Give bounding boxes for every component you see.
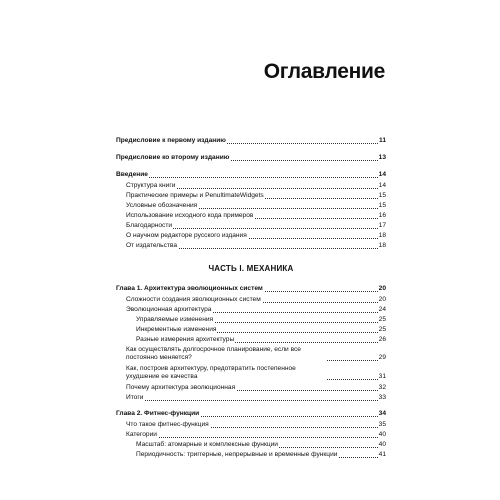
toc-entry-page: 35 xyxy=(378,421,386,428)
part-heading: ЧАСТЬ I. МЕХАНИКА xyxy=(208,264,294,273)
toc-entry[interactable] xyxy=(136,451,386,459)
toc-entry-page: 13 xyxy=(378,154,386,161)
toc-entry-label: Глава 2. Фитнес-функции xyxy=(116,410,200,417)
toc-entry[interactable] xyxy=(116,171,386,179)
toc-entry-page: 40 xyxy=(378,431,386,438)
toc-entry[interactable] xyxy=(126,202,386,210)
toc-entry[interactable] xyxy=(126,296,386,304)
toc-entry-page: 17 xyxy=(378,222,386,229)
toc-entry[interactable] xyxy=(136,326,386,334)
toc-entry[interactable] xyxy=(126,242,386,250)
toc-entry[interactable] xyxy=(116,154,386,162)
toc-entry-label: Как, построив архитектуру, предотвратить постепенное ухудшение ее качества xyxy=(126,365,327,381)
toc-entry-page: 32 xyxy=(378,384,386,391)
toc-entry-label: Масштаб: атомарные и комплексные функции xyxy=(136,441,278,448)
toc-entry-label: Благодарности xyxy=(126,222,173,229)
toc-entry-page: 40 xyxy=(378,441,386,448)
toc-entry-label: Условные обозначения xyxy=(126,202,198,209)
toc-entry-label: Категории xyxy=(126,431,157,438)
toc-entry[interactable] xyxy=(126,384,386,392)
toc-entry-page: 20 xyxy=(378,296,386,303)
toc-entry[interactable] xyxy=(126,192,386,200)
toc-entry-page: 41 xyxy=(378,451,386,458)
toc-entry[interactable] xyxy=(126,182,386,190)
toc-entry-page: 16 xyxy=(378,212,386,219)
toc-entry-label: Управляемые изменения xyxy=(136,316,214,323)
toc-entry[interactable] xyxy=(136,336,386,344)
toc-entry[interactable] xyxy=(126,222,386,230)
toc-entry-label: От издательства xyxy=(126,242,178,249)
toc-entry-label: О научном редакторе русского издания xyxy=(126,232,247,239)
toc-entry[interactable] xyxy=(126,232,386,240)
toc-entry[interactable] xyxy=(126,431,386,439)
toc-entry-page: 18 xyxy=(378,232,386,239)
toc-entry[interactable] xyxy=(126,394,386,402)
toc-entry-page: 24 xyxy=(378,306,386,313)
toc-entry-label: Предисловие ко второму изданию xyxy=(116,154,230,161)
toc-entry[interactable] xyxy=(136,441,386,449)
toc-entry-label: Сложности создания эволюционных систем xyxy=(126,296,261,303)
page-title: Оглавление xyxy=(263,60,385,83)
toc-entry-page: 11 xyxy=(379,137,386,144)
toc-entry-label: Итоги xyxy=(126,394,144,401)
toc-entry-page: 18 xyxy=(378,242,386,249)
toc-entry-label: Практические примеры и PenultimateWidgets xyxy=(126,192,264,199)
toc-entry-page: 25 xyxy=(378,326,386,333)
toc-entry-label: Эволюционная архитектура xyxy=(126,306,212,313)
toc-entry[interactable] xyxy=(126,365,386,381)
toc-entry-page: 29 xyxy=(378,354,386,361)
toc-entry[interactable] xyxy=(116,137,386,145)
toc-entry-page: 33 xyxy=(378,394,386,401)
toc-entry-label: Как осуществлять долгосрочное планирование, если все постоянно меняется? xyxy=(126,346,327,362)
toc-entry[interactable] xyxy=(126,306,386,314)
toc-entry[interactable] xyxy=(126,212,386,220)
toc-chapter-entry[interactable] xyxy=(116,285,386,293)
toc-entry-label: Глава 1. Архитектура эволюционных систем xyxy=(116,285,263,292)
toc-entry[interactable] xyxy=(126,346,386,362)
toc-chapter-entry[interactable] xyxy=(116,410,386,418)
toc-entry[interactable] xyxy=(136,316,386,324)
toc-entry-label: Введение xyxy=(116,171,148,178)
toc-entry-page: 14 xyxy=(378,171,386,178)
toc-entry-page: 14 xyxy=(378,182,386,189)
toc-entry-label: Что такое фитнес-функция xyxy=(126,421,209,428)
toc-entry-label: Использование исходного кода примеров xyxy=(126,212,254,219)
toc-entry-page: 31 xyxy=(378,373,386,380)
toc-entry-label: Периодичность: триггерные, непрерывные и временные функции xyxy=(136,451,338,458)
toc-entry-label: Разные измерения архитектуры xyxy=(136,336,235,343)
toc-entry-page: 20 xyxy=(378,285,386,292)
toc-entry-page: 26 xyxy=(378,336,386,343)
toc-entry-label: Предисловие к первому изданию xyxy=(116,137,226,144)
toc-entry-page: 34 xyxy=(378,410,386,417)
toc-entry-page: 15 xyxy=(378,192,386,199)
toc-entry-page: 25 xyxy=(378,316,386,323)
toc-entry-label: Структура книги xyxy=(126,182,176,189)
toc-entry-label: Инкрементные изменения xyxy=(136,326,217,333)
toc-entry[interactable] xyxy=(126,421,386,429)
toc-entry-label: Почему архитектура эволюционная xyxy=(126,384,236,391)
toc-entry-page: 15 xyxy=(378,202,386,209)
